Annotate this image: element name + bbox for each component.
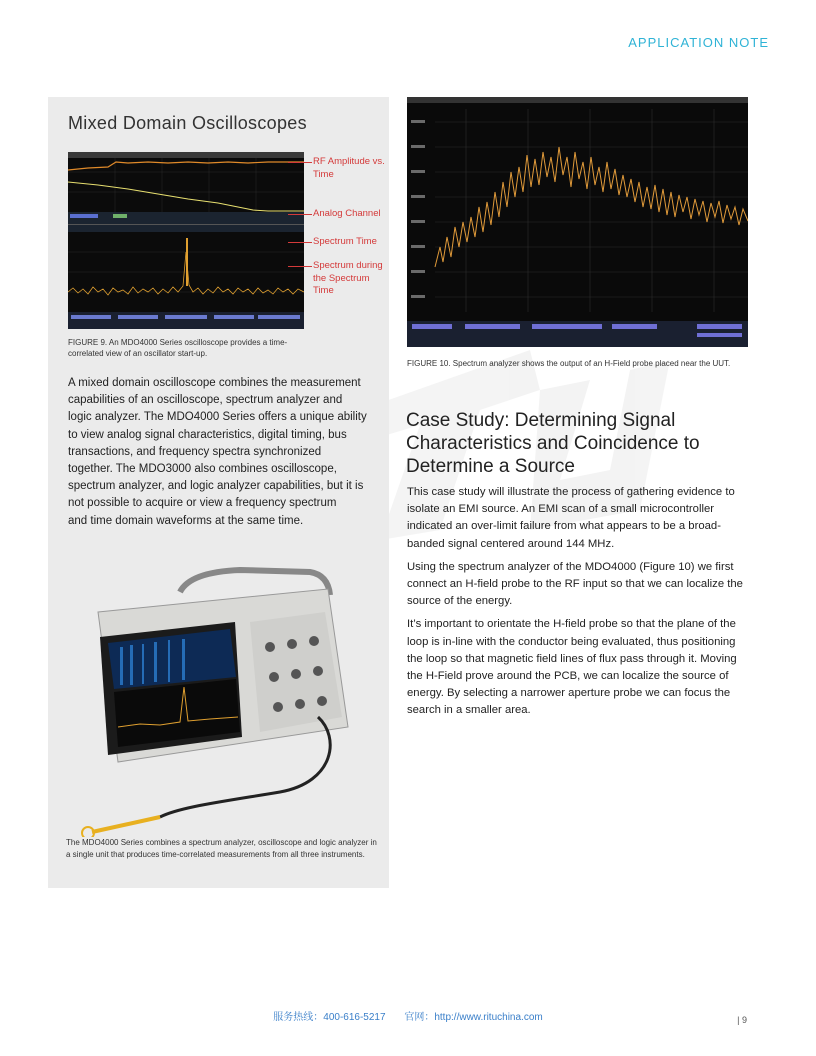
footer-hotline: 服务热线：400-616-5217 bbox=[273, 1012, 386, 1023]
device-caption: The MDO4000 Series combines a spectrum analyzer, oscilloscope and logic analyzer in a single unit that produces time-correlated measurements from all three instruments. bbox=[66, 838, 377, 859]
callout-analog-channel: Analog Channel bbox=[313, 208, 381, 219]
sidebar-title: Mixed Domain Oscilloscopes bbox=[68, 113, 307, 133]
sidebar-paragraph-end: and time domain waveforms at the same time. bbox=[68, 514, 304, 527]
callout-line bbox=[288, 266, 312, 267]
callout-line bbox=[288, 214, 312, 215]
case-study-heading: Case Study: Determining Signal Characteristics and Coincidence to Determine a Source bbox=[406, 410, 700, 477]
case-study-paragraph: Using the spectrum analyzer of the MDO4000 (Figure 10) we first connect an H-field probe to the RF input so that we can localize the source of the energy. bbox=[407, 560, 743, 608]
callout-rf-amplitude: RF Amplitude vs. Time bbox=[313, 156, 385, 180]
page-number: | 9 bbox=[737, 1015, 747, 1025]
case-study-paragraph: This case study will illustrate the process of gathering evidence to isolate an EMI source. An EMI scan of a small microcontroller indicated an over-limit failure from what appears to be a broad-banded signal centered around 144 MHz. bbox=[407, 486, 735, 550]
sidebar-paragraph: A mixed domain oscilloscope combines the measurement capabilities of an oscilloscope, spectrum analyzer and logic analyzer. The MDO4000 Series offers a unique ability to view analog signal characteristics, digital timing, bus transactions, and frequency spectra synchronized together. The MDO3000 also combines oscilloscope, spectrum analyzer, and logic analyzer capabilities, but it is not possible to acquire or view a frequency spectrum bbox=[68, 377, 367, 510]
figure-9-caption: FIGURE 9. An MDO4000 Series oscilloscope provides a time-correlated view of an oscillator start-up. bbox=[68, 338, 288, 358]
mdo4000-device-photo bbox=[80, 567, 358, 837]
sidebar-body-text bbox=[68, 375, 368, 530]
callout-line bbox=[288, 162, 312, 163]
figure-9-screenshot bbox=[68, 152, 304, 329]
callout-spectrum-time: Spectrum Time bbox=[313, 236, 377, 247]
header-label: APPLICATION NOTE bbox=[628, 35, 769, 50]
case-study-paragraph: It’s important to orientate the H-field probe so that the plane of the loop is in-line with the conductor being evaluated, thus positioning the loop so that magnetic field lines of flux pass through it. Moving the H-Field prove around the PCB, we can localize the source of energy. By selecting a narrower aperture probe we can focus the search in a smaller area. bbox=[407, 618, 737, 717]
callout-spectrum-during: Spectrum during the Spectrum Time bbox=[313, 260, 383, 296]
figure-10-screenshot bbox=[407, 97, 748, 347]
callout-line bbox=[288, 242, 312, 243]
footer-website-link[interactable]: 官网：http://www.rituchina.com bbox=[404, 1012, 543, 1023]
case-study-body bbox=[407, 484, 747, 726]
figure-9-callouts bbox=[288, 152, 389, 312]
footer-contact bbox=[0, 1008, 816, 1023]
figure-10-caption: FIGURE 10. Spectrum analyzer shows the output of an H-Field probe placed near the UUT. bbox=[407, 359, 731, 368]
sidebar-panel bbox=[48, 97, 389, 888]
